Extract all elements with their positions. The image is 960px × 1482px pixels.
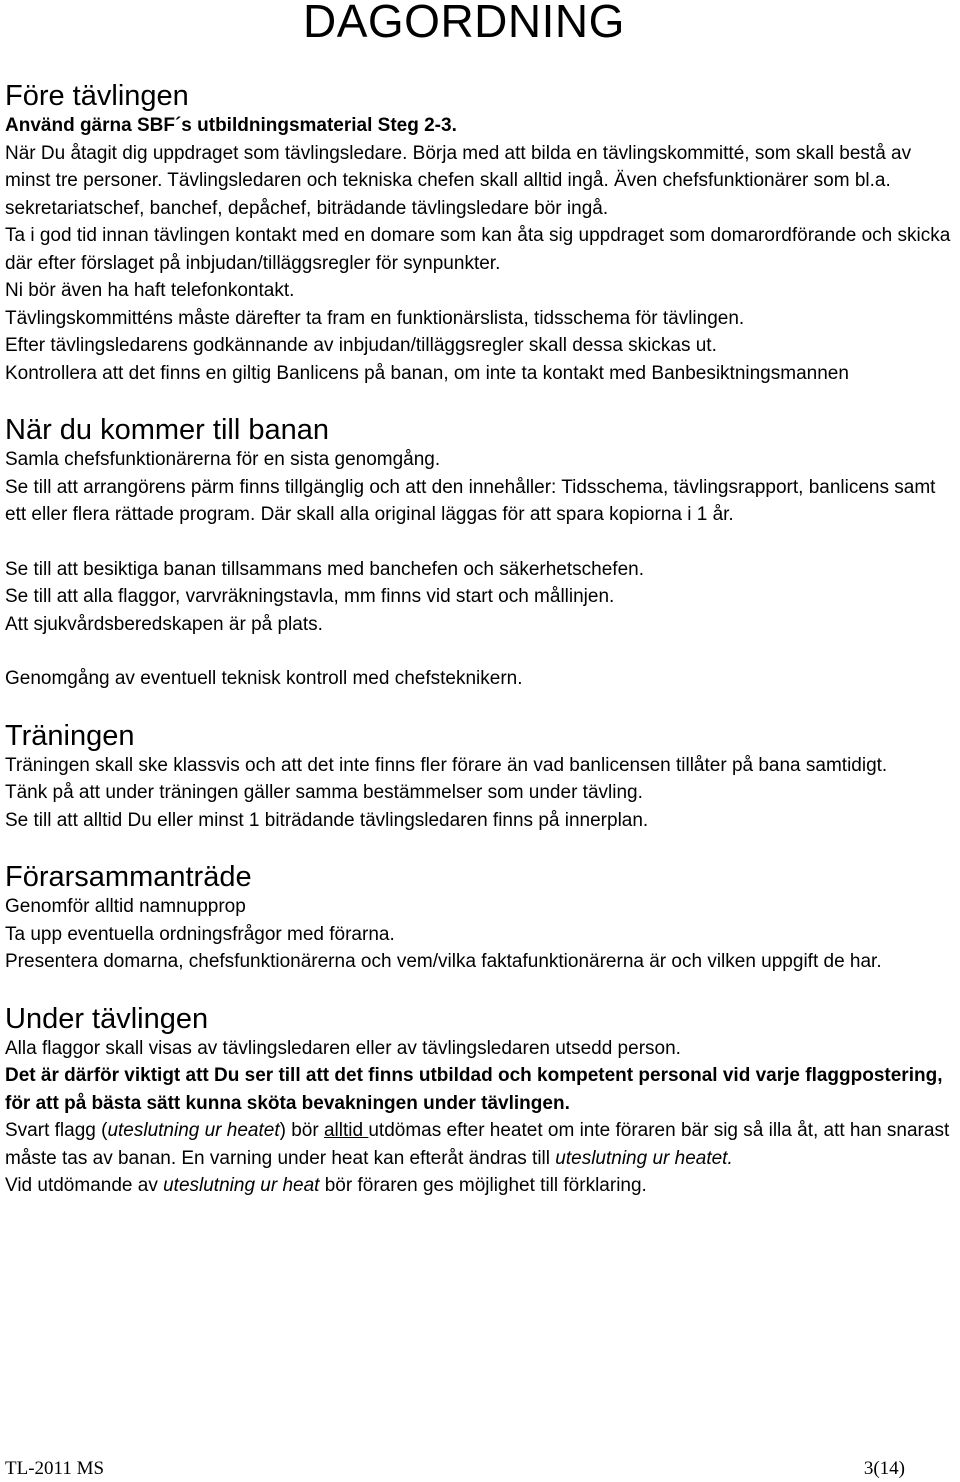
paragraph: Se till att alltid Du eller minst 1 biträdande tävlingsledaren finns på innerplan. — [5, 809, 649, 831]
section-heading-forar: Förarsammanträde — [5, 861, 252, 893]
paragraph-svart-flagg — [5, 1117, 957, 1172]
paragraph: Träningen skall ske klassvis och att det inte finns fler förare än vad banlicensen tillåter på bana samtidigt. — [5, 754, 888, 776]
paragraph: Kontrollera att det finns en giltig Banlicens på banan, om inte ta kontakt med Banbesiktningsmannen — [5, 362, 849, 384]
section-heading-banan: När du kommer till banan — [5, 414, 329, 446]
italic-text: uteslutning ur heatet. — [555, 1147, 733, 1169]
paragraph: Tänk på att under träningen gäller samma bestämmelser som under tävling. — [5, 782, 643, 803]
section-heading-traning: Träningen — [5, 719, 135, 752]
bold-paragraph: Det är därför viktigt att Du ser till att det finns utbildad och kompetent personal vid varje flaggpostering, för att på bästa sätt kunna sköta bevakningen under tävlingen. — [5, 1065, 943, 1114]
paragraph: Samla chefsfunktionärerna för en sista genomgång. — [5, 449, 441, 470]
paragraph: Genomför alltid namnupprop — [5, 896, 246, 917]
paragraph: Se till att besiktiga banan tillsammans med banchefen och säkerhetschefen. — [5, 558, 644, 580]
text-run: utdömas efter heatet om inte föraren bär sig så illa åt, att han snarast måste tas av banan. En varning under heat kan efteråt ändras till — [5, 1120, 950, 1169]
paragraph: Alla flaggor skall visas av tävlingsledaren eller av tävlingsledaren utsedd person. — [5, 1037, 681, 1059]
paragraph: Ta i god tid innan tävlingen kontakt med en domare som kan åta sig uppdraget som domarordförande och skicka där efter förslaget på inbjudan/tilläggsregler för synpunkter. — [5, 225, 951, 274]
paragraph: Se till att arrangörens pärm finns tillgänglig och att den innehåller: Tidsschema, tävlingsrapport, banlicens samt ett eller flera rättade program. Där skall alla original läggas för att spara kopiorna i 1 år. — [5, 476, 936, 525]
section-heading-fore: Före tävlingen — [5, 80, 189, 112]
paragraph: Genomgång av eventuell teknisk kontroll med chefsteknikern. — [5, 668, 523, 689]
footer-doc-id: TL-2011 MS — [5, 1458, 105, 1479]
page-title: DAGORDNING — [303, 0, 625, 47]
text-run: bör föraren ges möjlighet till förklaring. — [319, 1175, 647, 1196]
italic-text: uteslutning ur heatet — [107, 1120, 280, 1141]
section-heading-under: Under tävlingen — [5, 1002, 209, 1035]
page-number: 3(14) — [863, 1458, 905, 1479]
paragraph-vid-utdomande — [5, 1172, 957, 1200]
paragraph: Presentera domarna, chefsfunktionärerna och vem/vilka faktafunktionärerna är och vilken uppgift de har. — [5, 951, 882, 972]
paragraph: Se till att alla flaggor, varvräkningstavla, mm finns vid start och mållinjen. — [5, 586, 615, 607]
paragraph: Att sjukvårdsberedskapen är på plats. — [5, 613, 323, 635]
italic-text: uteslutning ur heat — [163, 1175, 320, 1196]
paragraph: Tävlingskommitténs måste därefter ta fram en funktionärslista, tidsschema för tävlingen. — [5, 307, 745, 329]
text-run: ) bör — [279, 1120, 324, 1141]
paragraph: Ni bör även ha haft telefonkontakt. — [5, 280, 295, 301]
paragraph: Ta upp eventuella ordningsfrågor med förarna. — [5, 923, 395, 945]
bold-line: Använd gärna SBF´s utbildningsmaterial Steg 2-3. — [5, 115, 457, 136]
underlined-text: alltid — [323, 1120, 369, 1141]
paragraph: När Du åtagit dig uppdraget som tävlingsledare. Börja med att bilda en tävlingskommitté, som skall bestå av minst tre personer. Tävlingsledaren och tekniska chefen skall alltid ingå. Även chefsfunktionärer som bl.a. sekretariatschef, banchef, depåchef, biträdande tävlingsledare bör ingå. — [5, 142, 912, 219]
document-body — [5, 80, 957, 1200]
text-run: Vid utdömande av — [5, 1175, 164, 1196]
text-run: Svart flagg ( — [5, 1120, 108, 1141]
paragraph: Efter tävlingsledarens godkännande av inbjudan/tilläggsregler skall dessa skickas ut. — [5, 335, 717, 356]
